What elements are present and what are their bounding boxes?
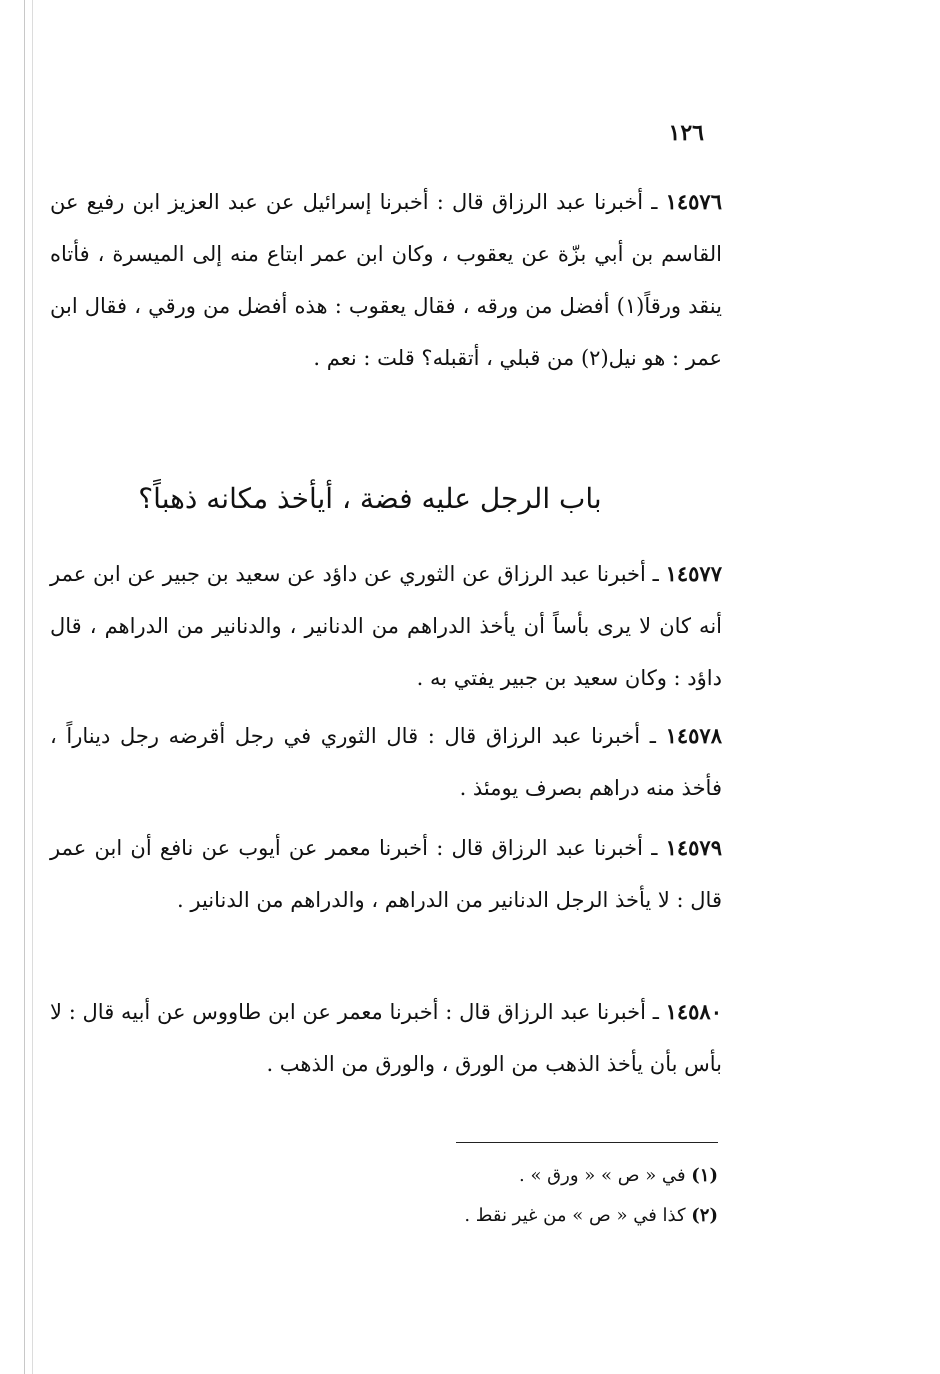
footnote <box>300 1196 718 1236</box>
entry-text: ـ أخبرنا عبد الرزاق قال : أخبرنا إسرائيل عن عبد العزيز ابن رفيع عن القاسم بن أبي بزّة عن يعقوب ، وكان ابن عمر ابتاع منه إلى الميسرة ، فأتاه ينقد ورقاً(١) أفضل من ورقه ، فقال يعقوب : هذه أفضل من ورقي ، فقال ابن عمر : هو نيل(٢) من قبلي ، أتقبله؟ قلت : نعم . <box>50 190 722 370</box>
footnote-mark: (١) <box>691 1165 718 1186</box>
hadith-entry <box>50 986 722 1090</box>
entry-text: ـ أخبرنا عبد الرزاق قال : أخبرنا معمر عن أيوب عن نافع أن ابن عمر قال : لا يأخذ الرجل الدنانير من الدراهم ، والدراهم من الدنانير . <box>50 836 722 912</box>
chapter-heading: باب الرجل عليه فضة ، أيأخذ مكانه ذهباً؟ <box>138 482 602 515</box>
hadith-entry <box>50 822 722 926</box>
entry-text: ـ أخبرنا عبد الرزاق قال : أخبرنا معمر عن ابن طاووس عن أبيه قال : لا بأس بأن يأخذ الذهب من الورق ، والورق من الذهب . <box>50 1000 722 1076</box>
entry-text: ـ أخبرنا عبد الرزاق عن الثوري عن داؤد عن سعيد بن جبير عن ابن عمر أنه كان لا يرى بأساً أن يأخذ الدراهم من الدنانير ، والدنانير من الدراهم ، قال داؤد : وكان سعيد بن جبير يفتي به . <box>50 562 722 690</box>
entry-text: ـ أخبرنا عبد الرزاق قال : قال الثوري في رجل أقرضه رجل ديناراً ، فأخذ منه دراهم بصرف يومئذ . <box>50 724 722 800</box>
footnote-text: كذا في « ص » من غير نقط . <box>464 1205 692 1226</box>
footnotes <box>300 1156 718 1236</box>
hadith-entry <box>50 710 722 814</box>
entry-number: ١٤٥٧٨ <box>665 723 722 748</box>
footnote <box>300 1156 718 1196</box>
entry-number: ١٤٥٧٦ <box>665 189 722 214</box>
page-number: ١٢٦ <box>668 120 704 146</box>
scan-edge-line <box>24 0 25 1374</box>
footnote-divider <box>456 1142 718 1143</box>
entry-number: ١٤٥٧٩ <box>665 835 722 860</box>
entry-number: ١٤٥٧٧ <box>665 561 722 586</box>
hadith-entry <box>50 548 722 704</box>
footnote-mark: (٢) <box>691 1205 718 1226</box>
footnote-text: في « ص » « ورق » . <box>519 1165 692 1186</box>
hadith-entry <box>50 176 722 384</box>
entry-number: ١٤٥٨٠ <box>665 999 722 1024</box>
scan-edge-line <box>32 0 33 1374</box>
